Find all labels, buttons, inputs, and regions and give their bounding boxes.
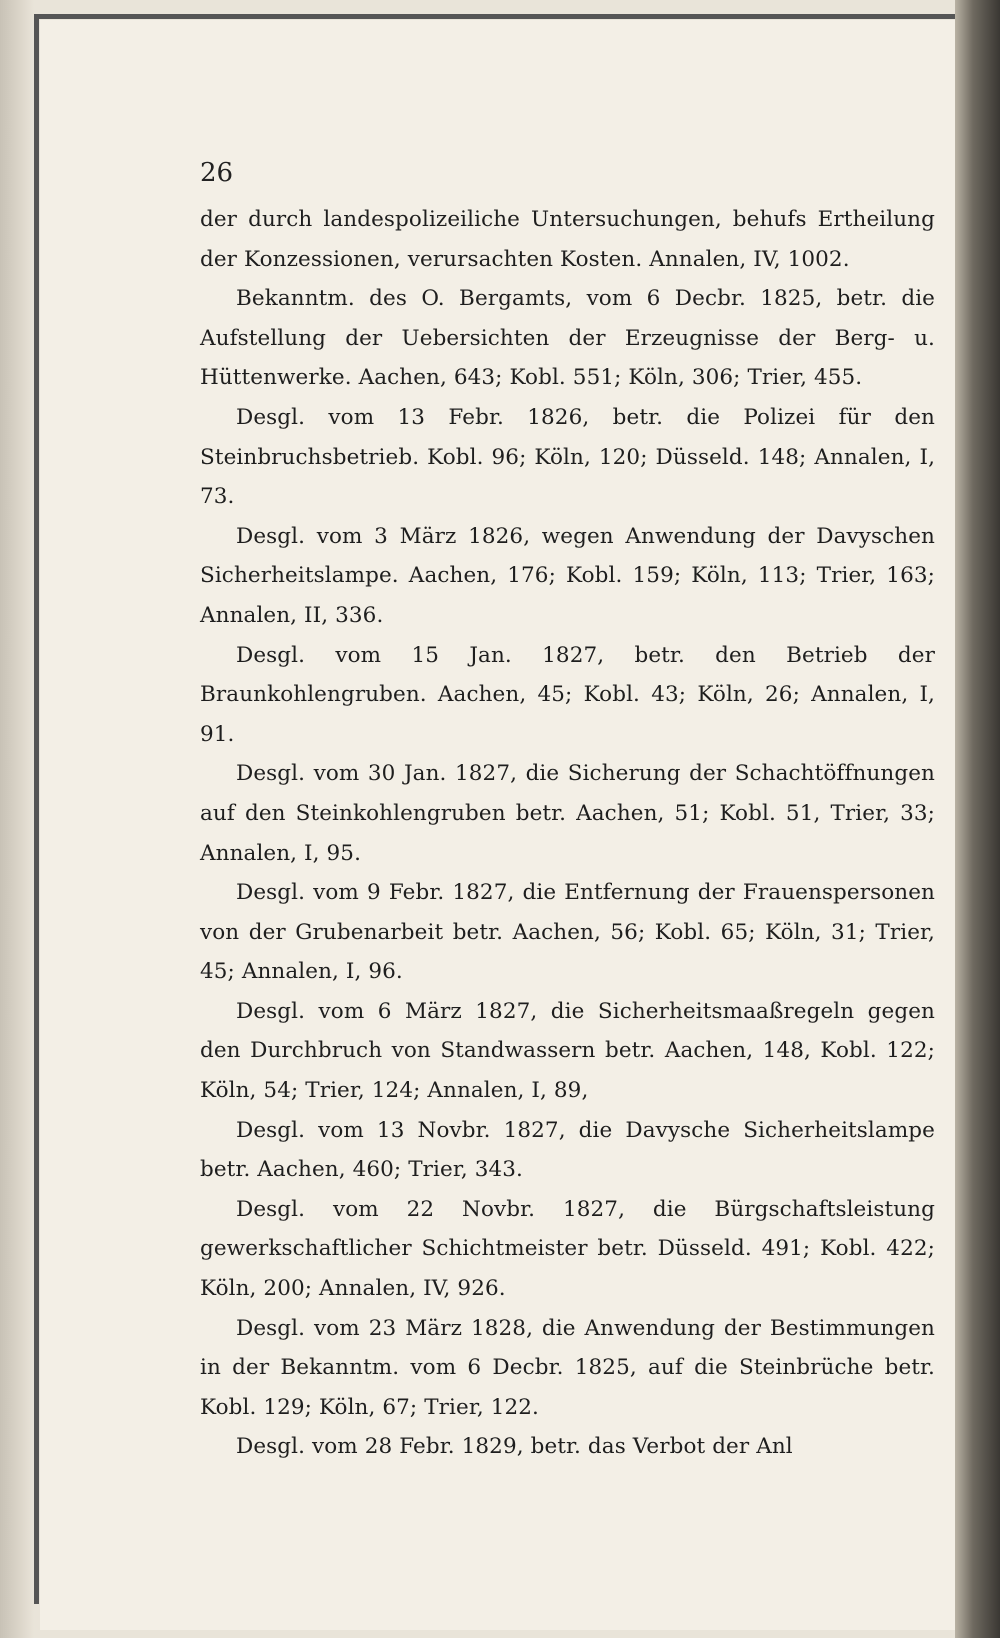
- paragraph: Desgl. vom 6 März 1827, die Sicherheitsmaaßregeln gegen den Durchbruch von Standwassern betr. Aachen, 148, Kobl. 122; Köln, 54; Trier, 124; Annalen, I, 89,: [200, 998, 935, 1104]
- paragraph: Bekanntm. des O. Bergamts, vom 6 Decbr. 1825, betr. die Aufstellung der Uebersichten der Erzeugnisse der Berg- u. Hüttenwerke. Aachen, 643; Kobl. 551; Köln, 306; Trier, 455.: [200, 286, 935, 391]
- paragraph: Desgl. vom 9 Febr. 1827, die Entfernung der Frauenspersonen von der Grubenarbeit betr. Aachen, 56; Kobl. 65; Köln, 31; Trier, 45; Annalen, I, 96.: [200, 880, 935, 985]
- page-number: 26: [200, 158, 234, 188]
- paragraph: der durch landespolizeiliche Untersuchungen, behufs Ertheilung der Konzessionen, verursachten Kosten. Annalen, IV, 1002.: [200, 207, 935, 272]
- top-border-rule: [34, 14, 964, 19]
- paragraph: Desgl. vom 13 Novbr. 1827, die Davysche Sicherheitslampe betr. Aachen, 460; Trier, 343.: [200, 1117, 935, 1183]
- page-edge-shadow: [955, 0, 1000, 1638]
- paragraph: Desgl. vom 22 Novbr. 1827, die Bürgschaftsleistung gewerkschaftlicher Schichtmeister betr. Düsseld. 491; Kobl. 422; Köln, 200; Annalen, IV, 926.: [200, 1196, 935, 1302]
- paragraph: Desgl. vom 28 Febr. 1829, betr. das Verbot der Anl: [236, 1434, 793, 1460]
- paragraph: Desgl. vom 13 Febr. 1826, betr. die Polizei für den Steinbruchsbetrieb. Kobl. 96; Köln, 120; Düsseld. 148; Annalen, I, 73.: [200, 404, 935, 510]
- body-text: [200, 200, 935, 1467]
- paragraph: Desgl. vom 23 März 1828, die Anwendung der Bestimmungen in der Bekanntm. vom 6 Decbr. 1825, auf die Steinbrüche betr. Kobl. 129; Köln, 67; Trier, 122.: [200, 1315, 935, 1420]
- binding-shadow: [0, 0, 34, 1638]
- paragraph: Desgl. vom 15 Jan. 1827, betr. den Betrieb der Braunkohlengruben. Aachen, 45; Kobl. 43; Köln, 26; Annalen, I, 91.: [200, 642, 935, 747]
- paragraph: Desgl. vom 3 März 1826, wegen Anwendung der Davyschen Sicherheitslampe. Aachen, 176; Kobl. 159; Köln, 113; Trier, 163; Annalen, II, 336.: [200, 523, 935, 628]
- paragraph: Desgl. vom 30 Jan. 1827, die Sicherung der Schachtöffnungen auf den Steinkohlengruben betr. Aachen, 51; Kobl. 51, Trier, 33; Annalen, I, 95.: [200, 761, 935, 866]
- left-border-rule: [34, 14, 39, 1604]
